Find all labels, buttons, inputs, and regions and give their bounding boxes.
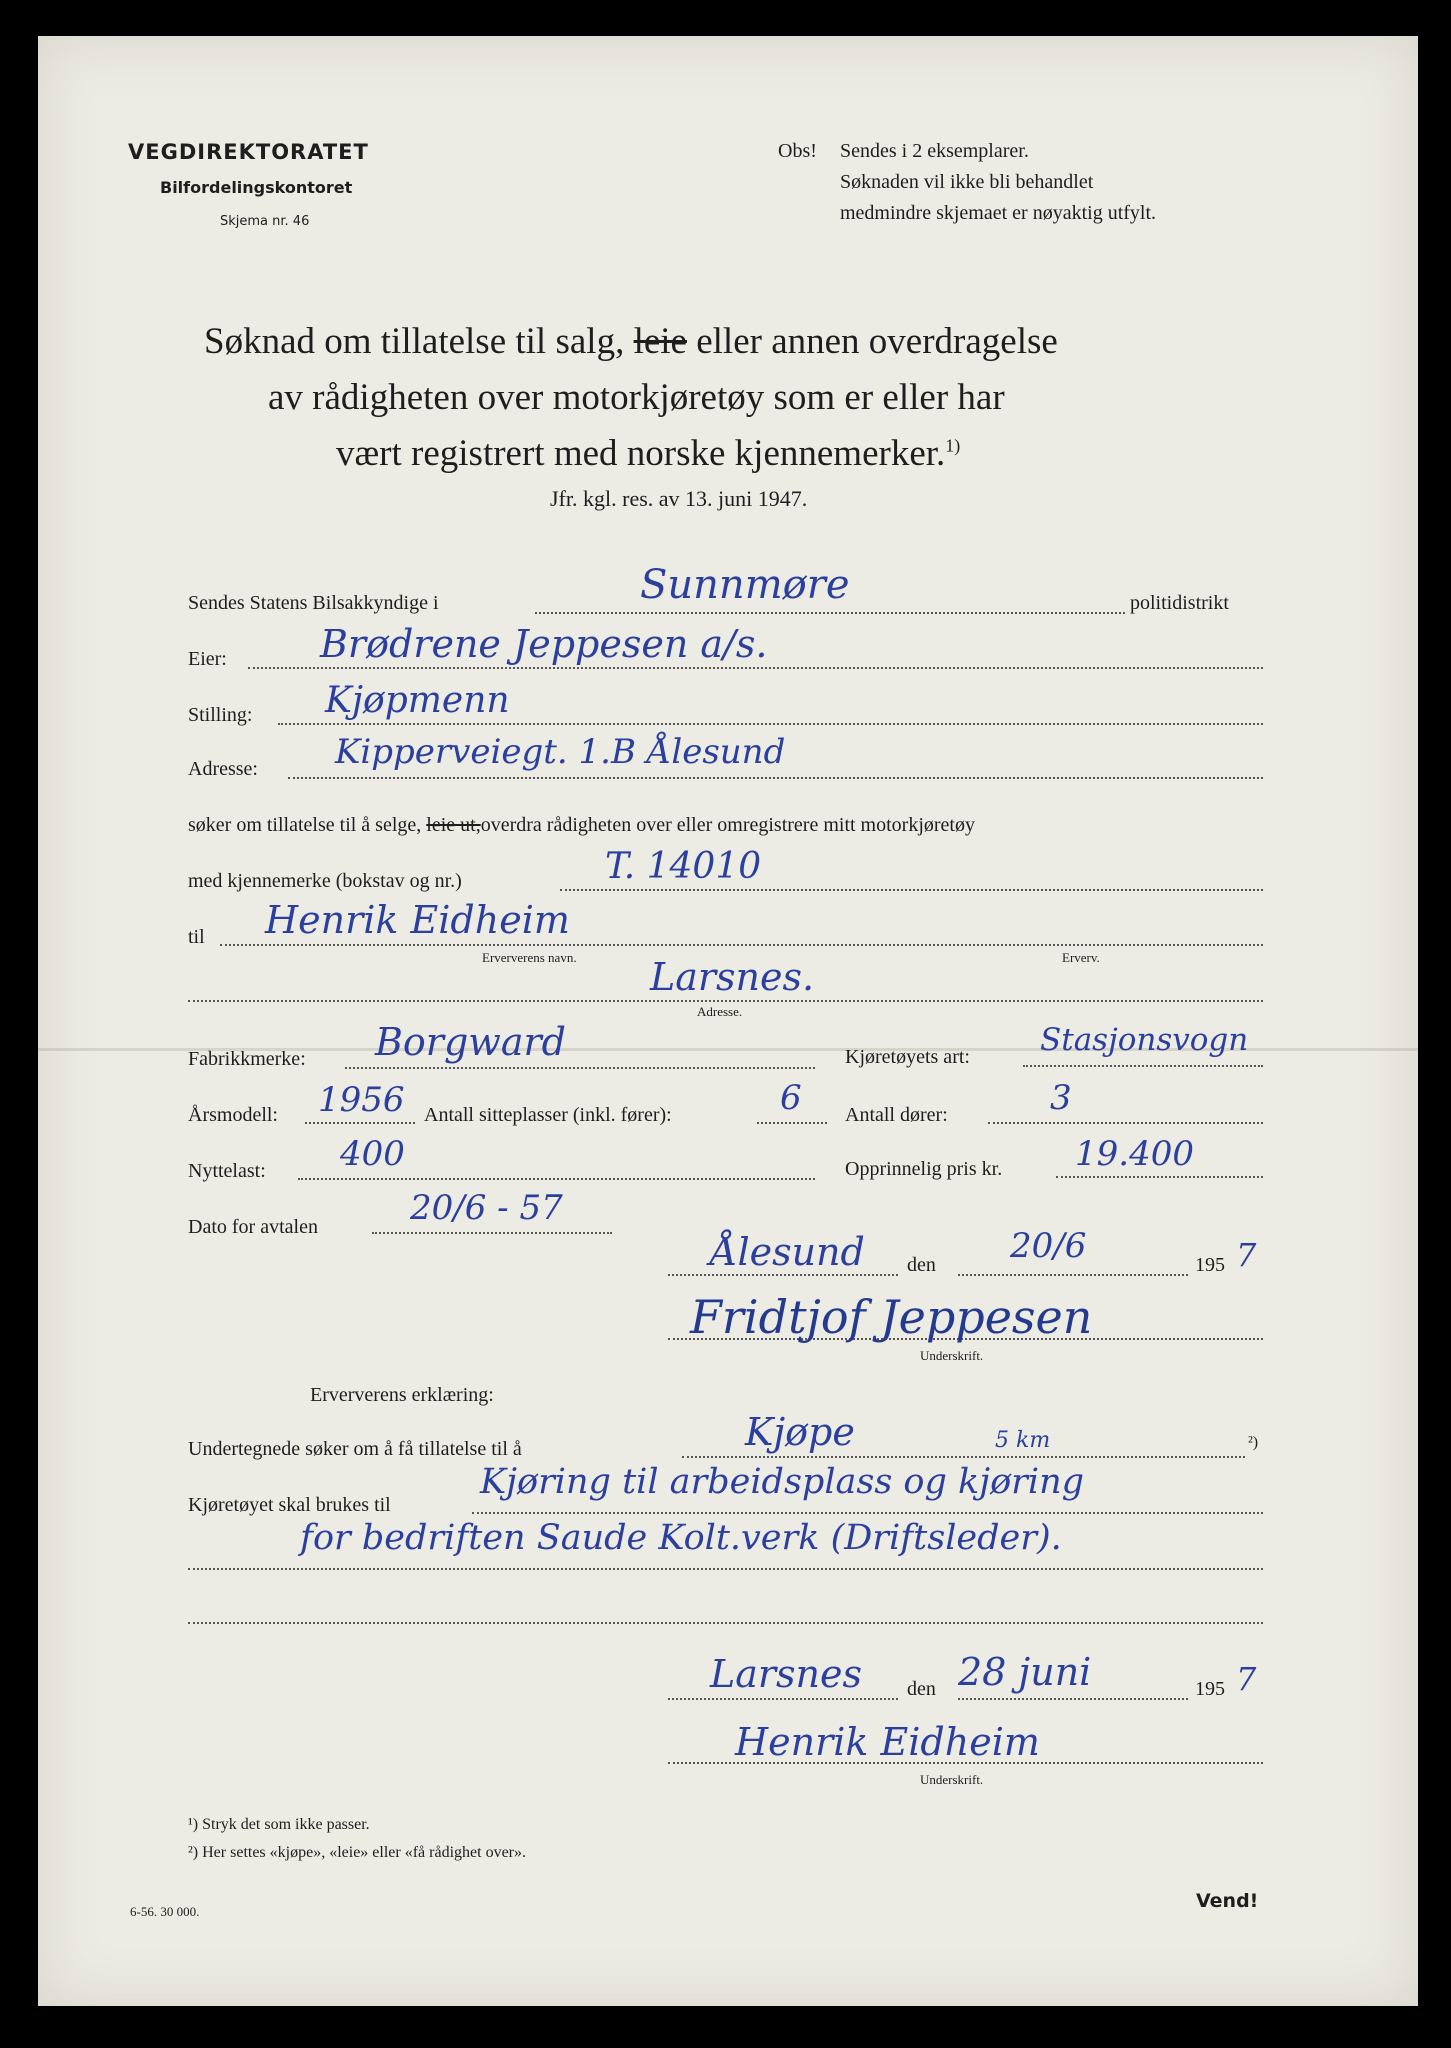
hw-sted-2: Larsnes	[710, 1652, 863, 1696]
label-arsmodell: Årsmodell:	[188, 1104, 278, 1126]
obs-line-2: Søknaden vil ikke bli behandlet	[840, 171, 1094, 193]
print-code: 6-56. 30 000.	[130, 1904, 200, 1919]
label-adresse-small: Adresse.	[697, 1004, 743, 1019]
line-kjoretoyets-art	[1023, 1065, 1263, 1067]
line-formal	[682, 1456, 1245, 1458]
soker-b: overdra rådigheten over eller omregistrere mitt motorkjøretøy	[480, 814, 975, 836]
hw-kjennemerke: T. 14010	[605, 846, 762, 887]
line-sted-1	[668, 1274, 898, 1276]
hw-pris: 19.400	[1075, 1134, 1194, 1174]
line-politidistrikt	[535, 612, 1125, 614]
label-stilling: Stilling:	[188, 704, 253, 726]
office-name: Bilfordelingskontoret	[160, 178, 353, 197]
label-underskrift-1: Underskrift.	[920, 1348, 984, 1363]
label-antall-sitteplasser: Antall sitteplasser (inkl. fører):	[424, 1104, 672, 1126]
footnote-ref-2: ²)	[1248, 1434, 1259, 1451]
obs-line-3: medmindre skjemaet er nøyaktig utfylt.	[840, 202, 1157, 224]
line-bruk-3	[188, 1622, 1263, 1624]
label-den-2: den	[907, 1678, 936, 1700]
line-bruk-1	[472, 1512, 1263, 1514]
line-eier	[248, 667, 1263, 669]
label-politidistrikt: politidistrikt	[1130, 592, 1229, 614]
obs-line-1: Sendes i 2 eksemplarer.	[840, 140, 1029, 162]
vend-label: Vend!	[1196, 1890, 1259, 1912]
hw-dato-1: 20/6	[1010, 1226, 1087, 1266]
obs-label: Obs!	[778, 140, 817, 162]
line-til-adresse	[188, 1000, 1263, 1002]
line-dato-2	[958, 1698, 1188, 1700]
label-erverv: Erverv.	[1062, 950, 1100, 965]
title-line-2: av rådigheten over motorkjøretøy som er eller har	[268, 377, 1005, 418]
line-fabrikkmerke	[345, 1067, 815, 1069]
line-sitteplasser	[757, 1122, 827, 1124]
title-line-3-text: vært registrert med norske kjennemerker.	[336, 433, 946, 474]
footnote-2: ²) Her settes «kjøpe», «leie» eller «få rådighet over».	[188, 1844, 526, 1861]
label-sendes: Sendes Statens Bilsakkyndige i	[188, 592, 439, 614]
hw-politidistrikt: Sunnmøre	[640, 562, 850, 608]
label-brukes-til: Kjøretøyet skal brukes til	[188, 1494, 391, 1516]
label-erklaering: Erververens erklæring:	[310, 1384, 494, 1406]
hw-bruk-1: Kjøring til arbeidsplass og kjøring	[480, 1462, 1085, 1502]
label-antall-dorer: Antall dører:	[845, 1104, 948, 1126]
subtitle: Jfr. kgl. res. av 13. juni 1947.	[550, 486, 808, 511]
line-dorer	[988, 1122, 1263, 1124]
hw-dato-2: 28 juni	[958, 1650, 1092, 1694]
hw-adresse: Kipperveiegt. 1.B Ålesund	[335, 732, 786, 772]
hw-sitteplasser: 6	[780, 1078, 802, 1118]
hw-dorer: 3	[1050, 1078, 1072, 1118]
org-name: VEGDIREKTORATET	[128, 140, 369, 164]
hw-year-2: 7	[1236, 1660, 1257, 1698]
label-til: til	[188, 926, 205, 948]
title-line-3	[336, 432, 960, 475]
hw-bruk-2: for bedriften Saude Kolt.verk (Driftsleder).	[300, 1518, 1062, 1558]
hw-arsmodell: 1956	[318, 1080, 405, 1120]
hw-fabrikkmerke: Borgward	[375, 1020, 566, 1064]
hw-signatur-2: Henrik Eidheim	[735, 1720, 1040, 1764]
label-adresse: Adresse:	[188, 758, 258, 780]
label-undertegnede: Undertegnede søker om å få tillatelse til å	[188, 1438, 522, 1460]
hw-formal-extra: 5 km	[995, 1428, 1051, 1453]
title-line-1	[204, 320, 1058, 363]
label-year-1: 195	[1195, 1254, 1225, 1276]
soker-a: søker om tillatelse til å selge,	[188, 814, 422, 836]
footnote-1: ¹) Stryk det som ikke passer.	[188, 1816, 370, 1833]
hw-year-1: 7	[1236, 1236, 1257, 1274]
hw-sted-1: Ålesund	[710, 1230, 865, 1274]
hw-formal: Kjøpe	[745, 1410, 855, 1454]
title-footnote-ref: 1)	[945, 435, 961, 456]
soker-sentence	[188, 814, 975, 837]
hw-signatur-1: Fridtjof Jeppesen	[690, 1290, 1093, 1344]
line-nyttelast	[298, 1178, 815, 1180]
soker-struck: leie ut,	[426, 814, 481, 836]
form-number: Skjema nr. 46	[220, 214, 310, 229]
line-adresse	[288, 777, 1263, 779]
label-opprinnelig-pris: Opprinnelig pris kr.	[845, 1158, 1003, 1180]
label-erververens-navn: Erververens navn.	[482, 950, 577, 965]
line-dato-1	[958, 1274, 1188, 1276]
line-til	[220, 944, 1263, 946]
hw-nyttelast: 400	[340, 1134, 405, 1174]
title-line-1-a: Søknad om tillatelse til salg,	[204, 321, 625, 362]
hw-til-adresse: Larsnes.	[650, 955, 815, 999]
label-dato-avtalen: Dato for avtalen	[188, 1216, 318, 1238]
hw-eier: Brødrene Jeppesen a/s.	[320, 622, 768, 666]
line-arsmodell	[305, 1122, 415, 1124]
hw-dato-avtalen: 20/6 - 57	[410, 1188, 563, 1228]
line-pris	[1056, 1176, 1263, 1178]
hw-stilling: Kjøpmenn	[325, 680, 510, 721]
line-kjennemerke	[560, 889, 1263, 891]
label-den-1: den	[907, 1254, 936, 1276]
label-kjennemerke: med kjennemerke (bokstav og nr.)	[188, 870, 462, 892]
label-nyttelast: Nyttelast:	[188, 1160, 266, 1182]
hw-kjoretoyets-art: Stasjonsvogn	[1040, 1022, 1249, 1058]
line-sted-2	[668, 1698, 898, 1700]
hw-til-navn: Henrik Eidheim	[265, 898, 570, 942]
line-stilling	[278, 723, 1263, 725]
title-struck-word: leie	[633, 321, 687, 362]
label-kjoretoyets-art: Kjøretøyets art:	[845, 1046, 970, 1068]
label-eier: Eier:	[188, 648, 227, 670]
label-underskrift-2: Underskrift.	[920, 1772, 984, 1787]
line-dato-avtalen	[372, 1232, 612, 1234]
title-line-1-b: eller annen overdragelse	[696, 321, 1058, 362]
label-year-2: 195	[1195, 1678, 1225, 1700]
line-bruk-2	[188, 1568, 1263, 1570]
label-fabrikkmerke: Fabrikkmerke:	[188, 1048, 306, 1070]
